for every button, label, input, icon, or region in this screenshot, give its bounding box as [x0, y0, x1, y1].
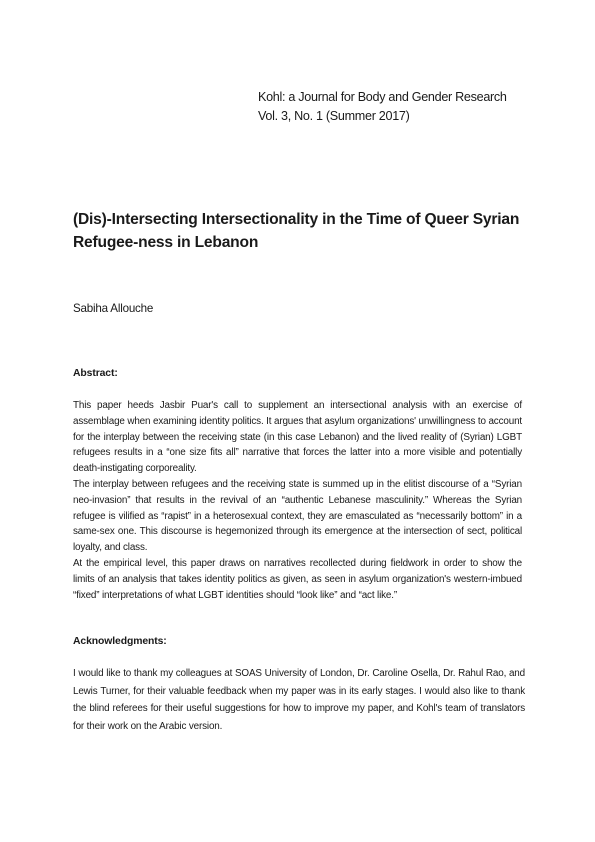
abstract-heading: Abstract: [73, 368, 118, 379]
acknowledgments-body [73, 665, 525, 735]
journal-header [258, 88, 507, 126]
abstract-paragraph: At the empirical level, this paper draws on narratives recollected during fieldwork in order to show the limits of an analysis that takes identity politics as given, as seen in asylum organization's western-imbued “fixed” interpretations of what LGBT identities should “look like” and “act like.” [73, 557, 522, 601]
journal-name: Kohl: a Journal for Body and Gender Research [258, 90, 507, 104]
abstract-body [73, 398, 522, 603]
acknowledgments-paragraph: I would like to thank my colleagues at SOAS University of London, Dr. Caroline Osella, Dr. Rahul Rao, and Lewis Turner, for their valuable feedback when my paper was in its early stages. I would also like to thank the blind referees for their useful suggestions for how to improve my paper, and Kohl's team of translators for their work on the Arabic version. [73, 668, 525, 732]
journal-volume: Vol. 3, No. 1 (Summer 2017) [258, 109, 410, 123]
author-name: Sabiha Allouche [73, 302, 154, 315]
article-title: (Dis)-Intersecting Intersectionality in the Time of Queer Syrian Refugee-ness in Lebanon [73, 211, 520, 251]
acknowledgments-heading: Acknowledgments: [73, 636, 167, 647]
abstract-paragraph: The interplay between refugees and the receiving state is summed up in the elitist discourse of a “Syrian neo-invasion” that results in the revival of an “authentic Lebanese masculinity.” Whereas the Syrian refugee is vilified as “rapist” in a heterosexual context, they are emasculated as “necessarily bottom” in a same-sex one. This discourse is hegemonized through its emergence at the intersection of sect, political loyalty, and class. [73, 478, 522, 554]
abstract-paragraph: This paper heeds Jasbir Puar's call to supplement an intersectional analysis with an exercise of assemblage when examining identity politics. It argues that asylum organizations' unwillingness to account for the interplay between the receiving state (in this case Lebanon) and the lived reality of (Syrian) LGBT refugees results in a “one size fits all” narrative that forces the latter into a more visible and potentially death-instigating corporeality. [73, 400, 522, 475]
